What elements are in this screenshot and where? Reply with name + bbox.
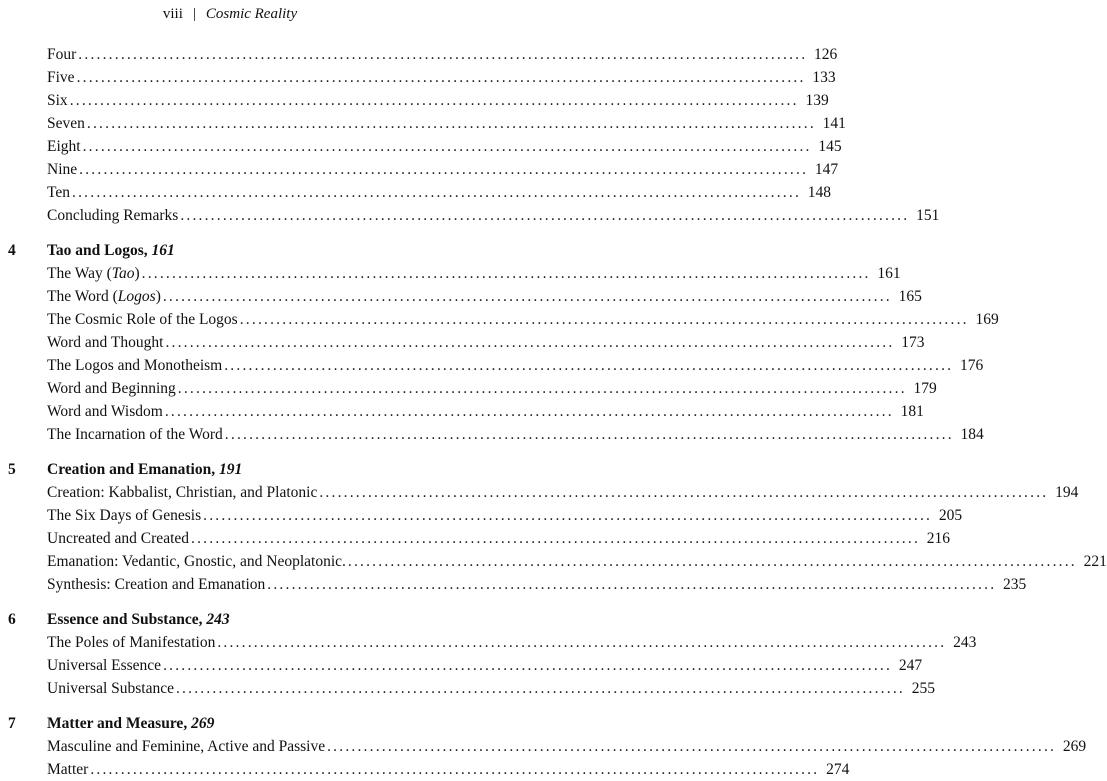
- toc-entry-label: Four: [47, 46, 77, 63]
- toc-entry-label: Universal Essence: [47, 657, 162, 674]
- toc-entry-page: 269: [1062, 738, 1087, 755]
- toc-entry-page: 148: [807, 184, 832, 201]
- label-text: The Word (: [47, 288, 118, 305]
- toc-entry-page: 161: [877, 265, 901, 282]
- toc-entry-page: 181: [900, 403, 924, 420]
- toc-entry: [0, 43, 838, 66]
- chapter-title: Matter and Measure,: [47, 715, 188, 732]
- toc-entry-page: 255: [911, 680, 935, 697]
- toc-entry: [0, 285, 922, 308]
- toc-entry-page: 169: [975, 311, 999, 328]
- toc-entry-label: Emanation: Vedantic, Gnostic, and Neoplatonic.: [47, 553, 346, 570]
- toc-entry-page: 205: [938, 507, 963, 524]
- leader-dots: ........................................................................................................................: [177, 380, 907, 397]
- toc-entry: [0, 550, 1107, 573]
- toc-entry-label: Word and Wisdom: [47, 403, 163, 420]
- leader-dots: ........................................................................................................................: [165, 334, 895, 351]
- table-of-contents: [0, 43, 1107, 781]
- chapter-heading: [0, 458, 460, 481]
- leader-dots: ........................................................................................................................: [78, 46, 808, 63]
- chapter-number: 7: [8, 715, 16, 732]
- chapter-heading: [0, 712, 460, 735]
- leader-dots: ........................................................................................................................: [319, 484, 1049, 501]
- leader-dots: ........................................................................................................................: [82, 138, 812, 155]
- leader-dots: ........................................................................................................................: [162, 288, 892, 305]
- toc-entry: [0, 331, 925, 354]
- toc-entry-page: 274: [826, 761, 850, 778]
- toc-entry-label: Eight: [47, 138, 81, 155]
- label-text: ): [155, 288, 161, 305]
- toc-entry: [0, 204, 940, 227]
- leader-dots: ........................................................................................................................: [203, 507, 933, 524]
- toc-entry-page: 141: [822, 115, 846, 132]
- leader-dots: ........................................................................................................................: [180, 207, 910, 224]
- chapter-title: Tao and Logos,: [47, 242, 148, 259]
- leader-dots: ........................................................................................................................: [239, 311, 969, 328]
- toc-entry-label: Word and Thought: [47, 334, 164, 351]
- leader-dots: ........................................................................................................................: [86, 115, 816, 132]
- toc-entry: [0, 354, 984, 377]
- toc-entry-page: 145: [818, 138, 842, 155]
- toc-entry: [0, 66, 836, 89]
- chapter-number: 5: [8, 461, 16, 478]
- toc-entry: [0, 400, 924, 423]
- label-text: ): [134, 265, 140, 282]
- chapter-title: Essence and Substance,: [47, 611, 203, 628]
- toc-entry-page: 247: [898, 657, 923, 674]
- toc-entry-page: 194: [1055, 484, 1079, 501]
- toc-entry-page: 139: [805, 92, 829, 109]
- toc-entry: [0, 112, 846, 135]
- toc-entry-label: [47, 285, 161, 308]
- leader-dots: ........................................................................................................................: [69, 92, 799, 109]
- leader-dots: ........................................................................................................................: [191, 530, 921, 547]
- leader-dots: ........................................................................................................................: [175, 680, 905, 697]
- chapter-heading: [0, 239, 460, 262]
- chapter-number: 6: [8, 611, 16, 628]
- toc-entry-label: The Incarnation of the Word: [47, 426, 223, 443]
- chapter-page: 161: [151, 242, 175, 259]
- chapter-page: 243: [206, 611, 230, 628]
- toc-entry-label: Matter: [47, 761, 89, 778]
- chapter-page: 269: [191, 715, 215, 732]
- toc-entry-label: Ten: [47, 184, 71, 201]
- toc-entry-label: Six: [47, 92, 68, 109]
- toc-entry: [0, 504, 963, 527]
- toc-entry-page: 221: [1083, 553, 1107, 570]
- toc-entry-label: Synthesis: Creation and Emanation: [47, 576, 266, 593]
- toc-entry-page: 176: [959, 357, 984, 374]
- toc-entry: [0, 758, 850, 781]
- toc-entry-label: Universal Substance: [47, 680, 174, 697]
- leader-dots: ........................................................................................................................: [141, 265, 871, 282]
- toc-entry-label: The Six Days of Genesis: [47, 507, 202, 524]
- toc-entry: [0, 308, 999, 331]
- chapter-number: 4: [8, 242, 16, 259]
- toc-entry-page: 147: [814, 161, 839, 178]
- toc-entry-page: 126: [814, 46, 838, 63]
- toc-entry: [0, 135, 842, 158]
- toc-entry: [0, 735, 1087, 758]
- toc-entry-label: [47, 262, 140, 285]
- toc-entry-label: Seven: [47, 115, 85, 132]
- toc-entry: [0, 481, 1079, 504]
- toc-entry: [0, 158, 839, 181]
- toc-entry: [0, 527, 951, 550]
- toc-entry: [0, 631, 977, 654]
- running-header: [0, 4, 460, 24]
- toc-entry-label: Word and Beginning: [47, 380, 176, 397]
- chapter-heading: [0, 608, 460, 631]
- toc-entry-page: 184: [960, 426, 984, 443]
- toc-entry-label: Five: [47, 69, 75, 86]
- toc-entry-page: 179: [913, 380, 937, 397]
- toc-entry-page: 151: [916, 207, 940, 224]
- toc-entry-label: The Logos and Monotheism: [47, 357, 223, 374]
- toc-entry-label: Nine: [47, 161, 78, 178]
- toc-entry-label: Creation: Kabbalist, Christian, and Platonic: [47, 484, 318, 501]
- toc-entry: [0, 677, 935, 700]
- toc-entry: [0, 262, 901, 285]
- toc-entry-page: 243: [953, 634, 977, 651]
- chapter-title: Creation and Emanation,: [47, 461, 216, 478]
- toc-entry-label: Concluding Remarks: [47, 207, 179, 224]
- label-text: The Way (: [47, 265, 112, 282]
- toc-entry: [0, 573, 1027, 596]
- toc-entry-page: 165: [898, 288, 922, 305]
- toc-entry-page: 216: [926, 530, 951, 547]
- leader-dots: ........................................................................................................................: [327, 738, 1057, 755]
- label-italic-text: Tao: [111, 265, 135, 282]
- toc-entry: [0, 181, 832, 204]
- chapter-page: 191: [218, 461, 243, 478]
- leader-dots: ........................................................................................................................: [163, 657, 893, 674]
- header-book-title: Cosmic Reality: [205, 6, 298, 22]
- leader-dots: ........................................................................................................................: [72, 184, 802, 201]
- toc-entry: [0, 654, 923, 677]
- toc-entry-label: Uncreated and Created: [47, 530, 190, 547]
- leader-dots: ........................................................................................................................: [164, 403, 894, 420]
- label-italic-text: Logos: [117, 288, 156, 305]
- leader-dots: ........................................................................................................................: [224, 426, 954, 443]
- leader-dots: ........................................................................................................................: [267, 576, 997, 593]
- toc-entry-page: 173: [901, 334, 925, 351]
- toc-entry-label: The Cosmic Role of the Logos: [47, 311, 238, 328]
- toc-entry: [0, 377, 937, 400]
- header-separator: |: [192, 6, 196, 22]
- leader-dots: ........................................................................................................................: [90, 761, 820, 778]
- leader-dots: ........................................................................................................................: [224, 357, 954, 374]
- leader-dots: ........................................................................................................................: [217, 634, 947, 651]
- leader-dots: ........................................................................................................................: [76, 69, 806, 86]
- toc-entry: [0, 89, 829, 112]
- toc-entry-page: 235: [1003, 576, 1027, 593]
- header-page-number: viii: [162, 6, 183, 22]
- leader-dots: ........................................................................................................................: [347, 553, 1077, 570]
- toc-entry-page: 133: [812, 69, 836, 86]
- leader-dots: ........................................................................................................................: [79, 161, 809, 178]
- toc-entry: [0, 423, 984, 446]
- toc-entry-label: The Poles of Manifestation: [47, 634, 216, 651]
- toc-entry-label: Masculine and Feminine, Active and Passive: [47, 738, 326, 755]
